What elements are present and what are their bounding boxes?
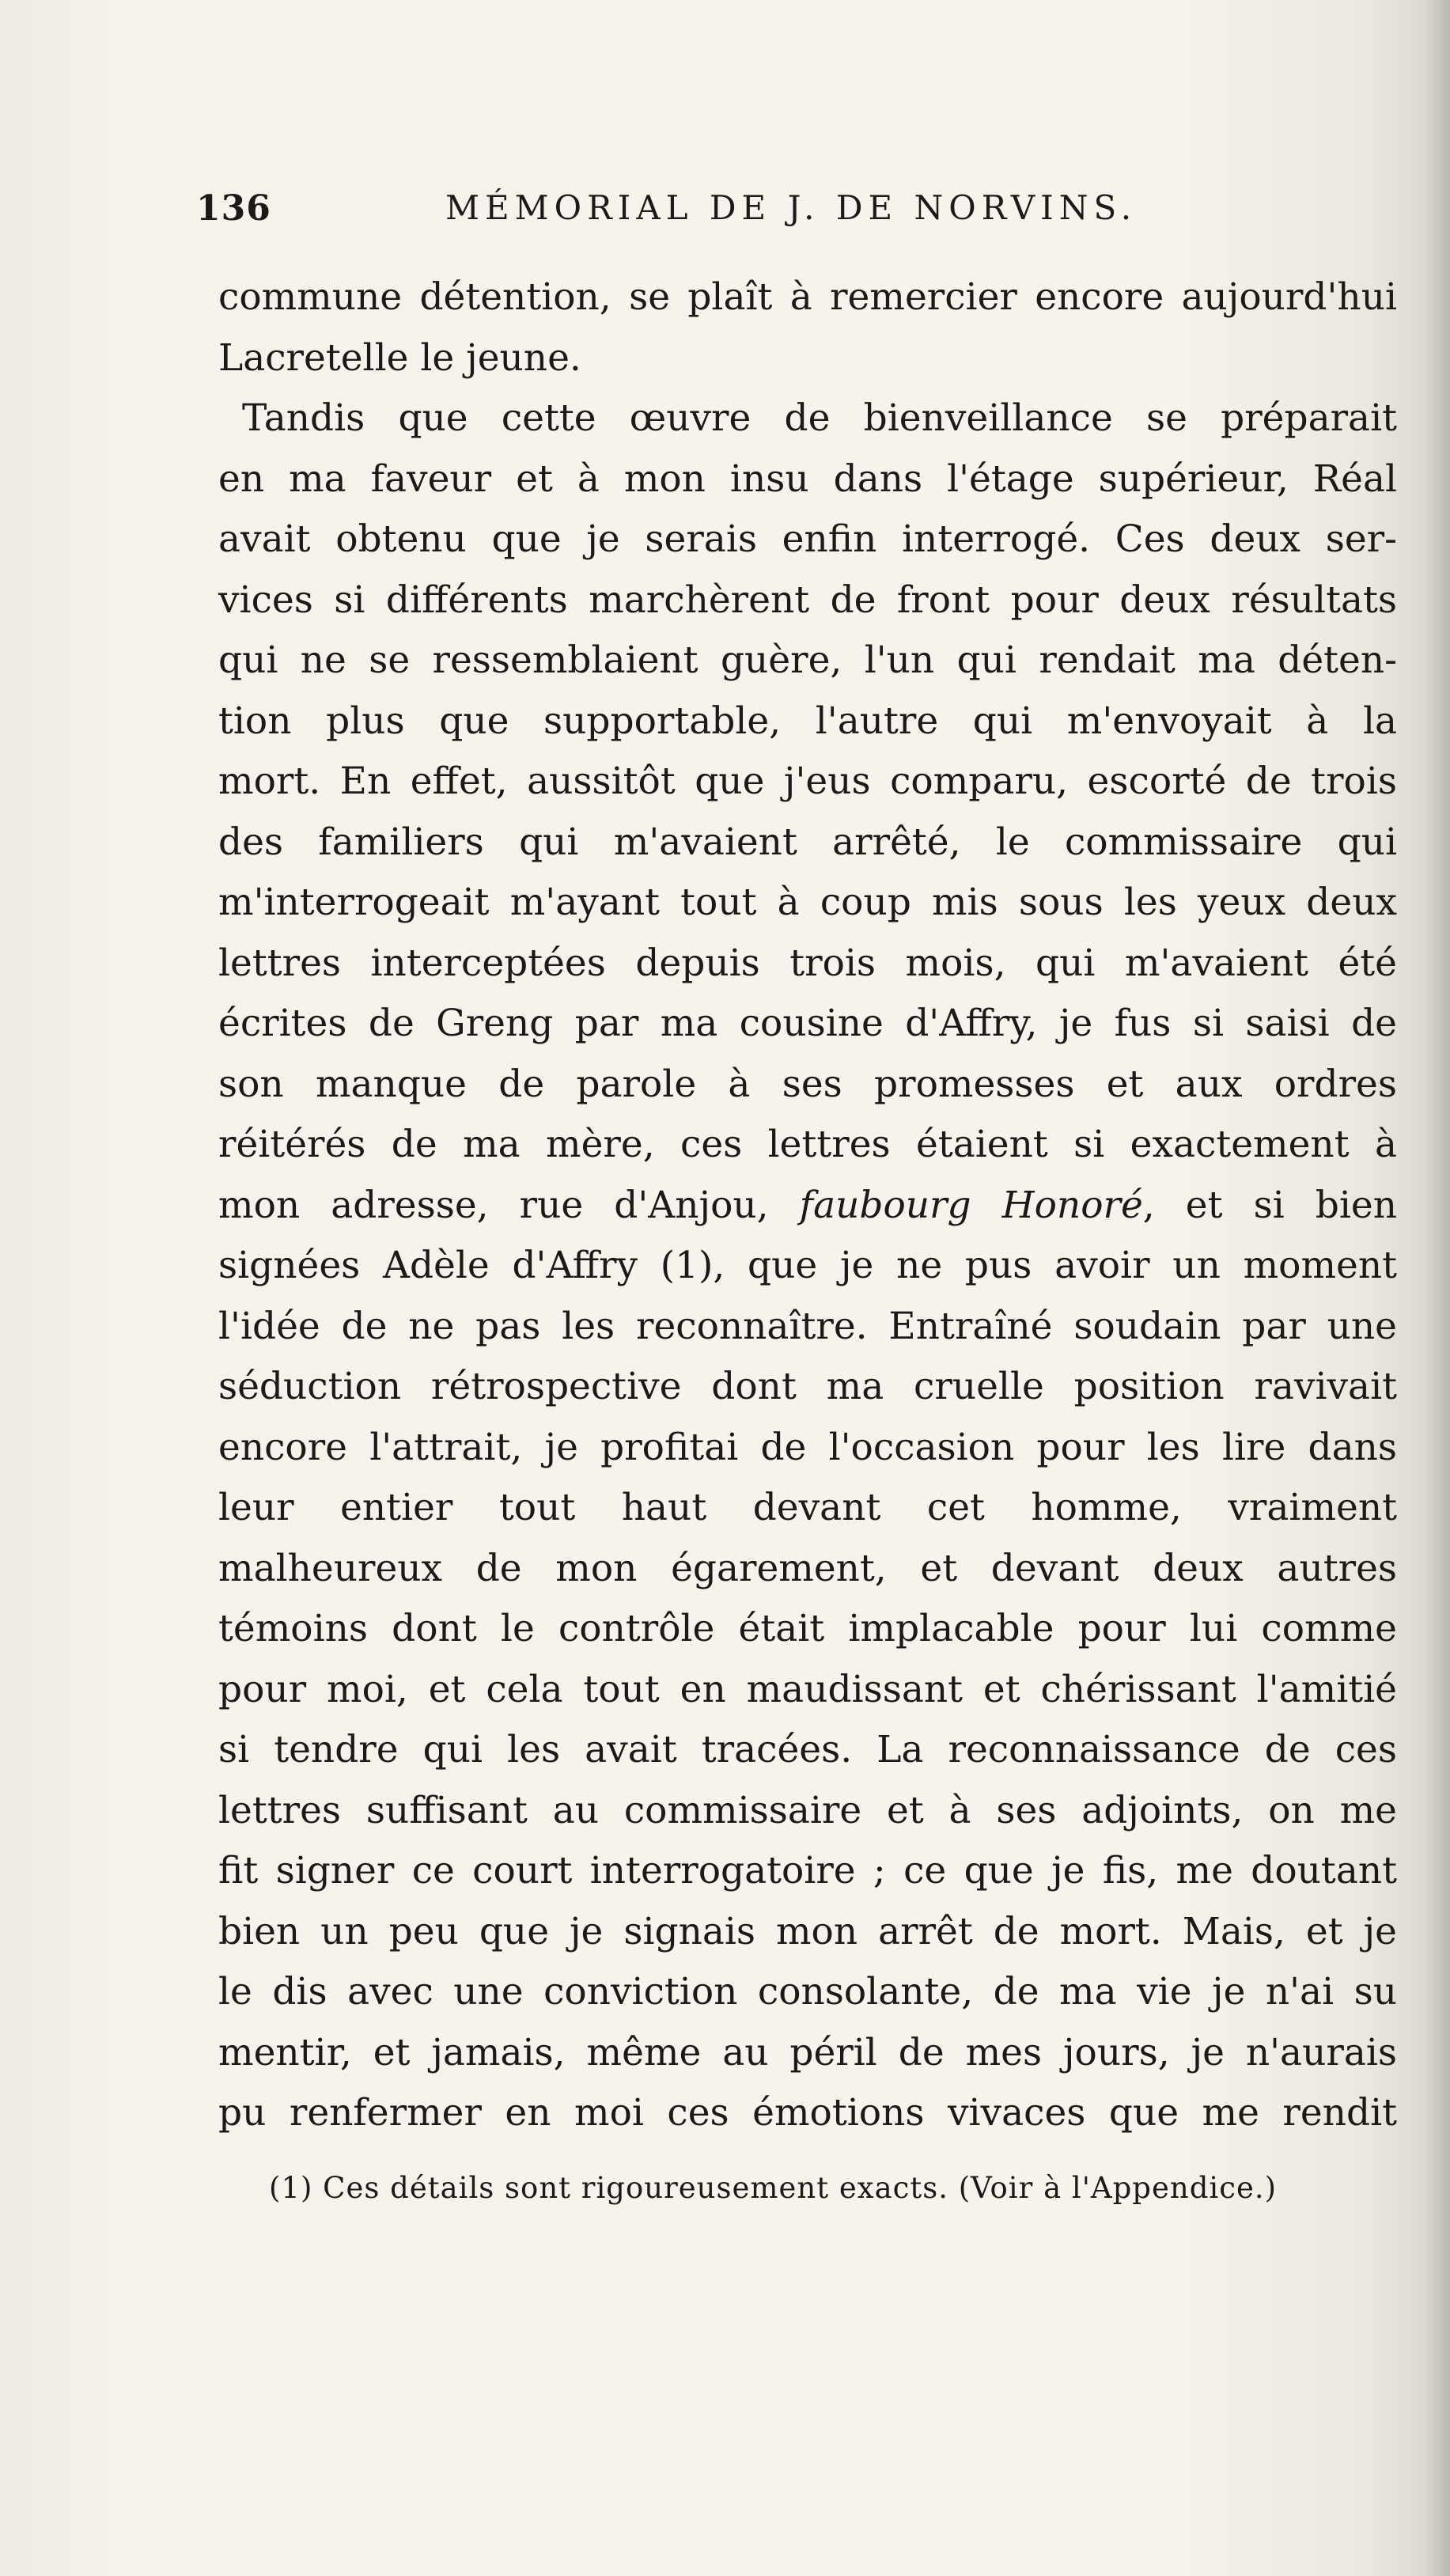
running-title: MÉMORIAL DE J. DE NORVINS. [445,188,1138,227]
text-line: tion plus que supportable, l'autre qui m'envoyait à la [218,699,1397,743]
text-line: son manque de parole à ses promesses et aux ordres [218,1062,1397,1106]
text-line: qui ne se ressemblaient guère, l'un qui rendait ma déten- [218,638,1397,682]
text-line: leur entier tout haut devant cet homme, vraiment [218,1486,1397,1529]
text-line: Lacretelle le jeune. [218,335,581,380]
text-line: bien un peu que je signais mon arrêt de mort. Mais, et je [218,1909,1397,1953]
text-line: en ma faveur et à mon insu dans l'étage supérieur, Réal [218,456,1397,501]
text-line: fit signer ce court interrogatoire ; ce que je fis, me doutant [218,1849,1397,1892]
text-line: si tendre qui les avait tracées. La reconnaissance de ces [218,1728,1397,1771]
text-line: le dis avec une conviction consolante, de ma vie je n'ai su [218,1970,1397,2013]
text-line: témoins dont le contrôle était implacable pour lui comme [218,1607,1397,1650]
text-line: l'idée de ne pas les reconnaître. Entraîné soudain par une [218,1304,1397,1348]
text-line: pu renfermer en moi ces émotions vivaces que me rendit [218,2091,1397,2135]
footnote: (1) Ces détails sont rigoureusement exacts. (Voir à l'Appendice.) [269,2171,1278,2205]
text-line: mort. En effet, aussitôt que j'eus comparu, escorté de trois [218,760,1397,803]
body-text [218,267,1397,2144]
text-line-address [218,1176,1397,1237]
page-number: 136 [196,188,271,229]
text-line: malheureux de mon égarement, et devant deux autres [218,1546,1397,1590]
address-text: mon adresse, rue d'Anjou, [218,1183,800,1227]
text-line: avait obtenu que je serais enfin interrogé. Ces deux ser- [218,517,1397,561]
page-edge-shadow [1423,0,1450,2576]
page-header [196,184,1399,239]
text-line: encore l'attrait, je profitai de l'occasion pour les lire dans [218,1425,1397,1469]
text-line: Tandis que cette œuvre de bienveillance se préparait [242,396,1397,440]
text-line: signées Adèle d'Affry (1), que je ne pus avoir un moment [218,1244,1397,1287]
address-italic: faubourg Honoré [799,1183,1143,1227]
text-line: vices si différents marchèrent de front pour deux résultats [218,578,1397,622]
text-line: lettres suffisant au commissaire et à ses adjoints, on me [218,1788,1397,1832]
text-line: des familiers qui m'avaient arrêté, le commissaire qui [218,820,1397,864]
text-line: séduction rétrospective dont ma cruelle position ravivait [218,1365,1397,1408]
text-line: réitérés de ma mère, ces lettres étaient si exactement à [218,1123,1397,1166]
text-line: commune détention, se plaît à remercier encore aujourd'hui [218,275,1397,319]
text-line: écrites de Greng par ma cousine d'Affry, je fus si saisi de [218,1002,1397,1045]
text-line: mentir, et jamais, même au péril de mes jours, je n'aurais [218,2030,1397,2074]
text-line: m'interrogeait m'ayant tout à coup mis sous les yeux deux [218,881,1397,924]
address-text-end: , et si bien [1142,1183,1397,1227]
text-line: pour moi, et cela tout en maudissant et chérissant l'amitié [218,1667,1397,1711]
text-line: lettres interceptées depuis trois mois, qui m'avaient été [218,941,1397,985]
